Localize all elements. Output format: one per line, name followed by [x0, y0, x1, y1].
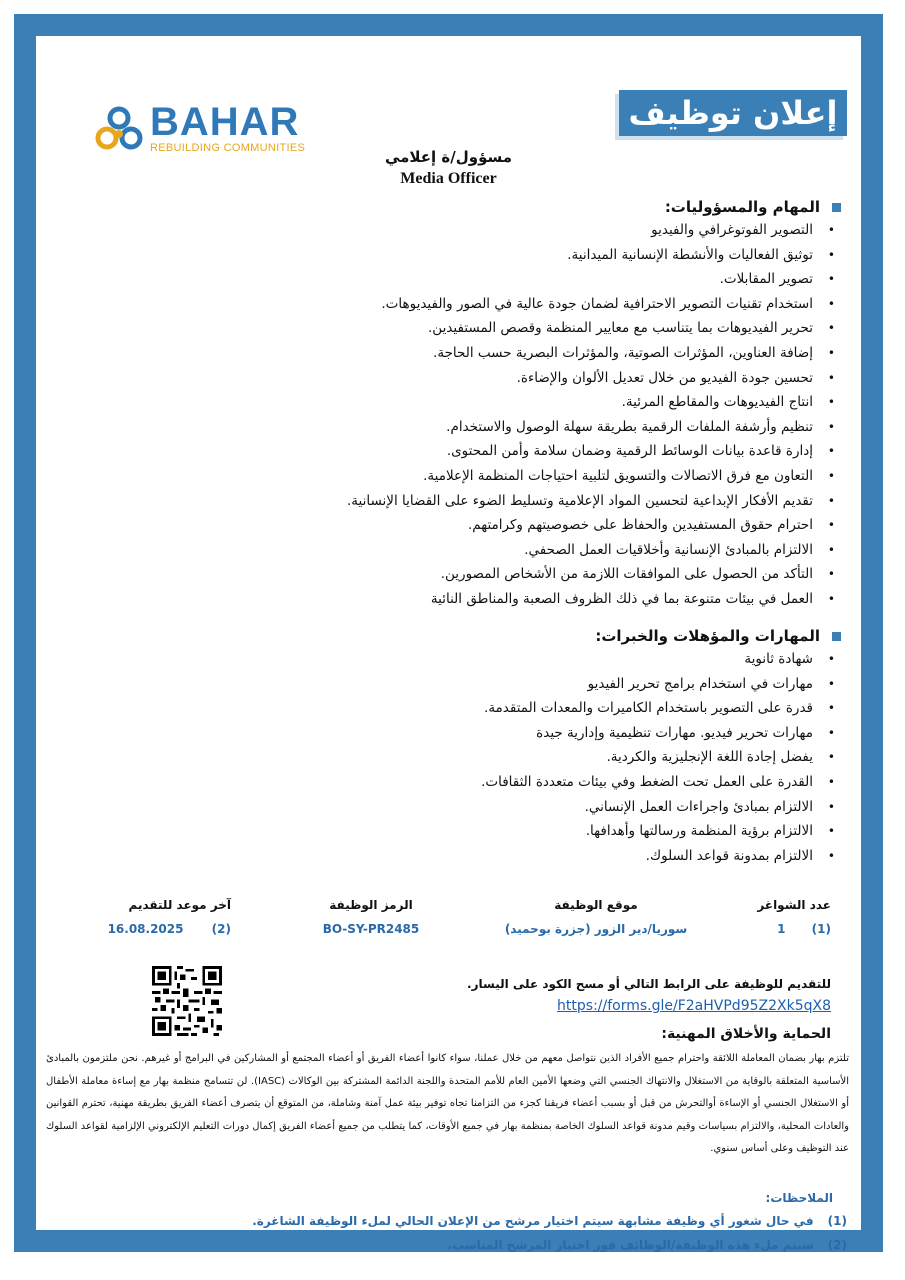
responsibilities-section — [347, 198, 841, 612]
job-title-ar: مسؤول/ة إعلامي — [384, 148, 513, 166]
list-item: • تحسين جودة الفيديو من خلال تعديل الألوان والإضاءة. — [347, 366, 841, 391]
list-item: • تحرير الفيديوهات بما يتناسب مع معايير المنظمة وقصص المستفيدين. — [347, 316, 841, 341]
qr-code-icon[interactable] — [152, 966, 222, 1036]
protection-heading: الحماية والأخلاق المهنية: — [661, 1026, 831, 1042]
list-item: • شهادة ثانوية — [481, 647, 841, 672]
vacancies-value — [741, 922, 831, 936]
vacancies-label: عدد الشواغر — [757, 898, 831, 912]
list-item: • توثيق الفعاليات والأنشطة الإنسانية الميدانية. — [347, 243, 841, 268]
note-number: (2) — [827, 1238, 847, 1252]
code-label: الرمز الوظيفة — [329, 898, 413, 912]
list-item: • التعاون مع فرق الاتصالات والتسويق لتلبية احتياجات المنظمة الإعلامية. — [347, 464, 841, 489]
skills-list — [481, 647, 841, 868]
list-item: • مهارات تحرير فيديو. مهارات تنظيمية وإدارية جيدة — [481, 721, 841, 746]
protection-text: تلتزم بهار بضمان المعاملة اللائقة واحترام جميع الأفراد الذين نتواصل معهم من خلال عملنا، سواء كانوا أعضاء الفريق أو أعضاء المجتمع أو المشاركين في البرامج أو غيرهم. نحن ملتزمون بالمبادئ الأساسية المتعلقة بالوقاية من الاستغلال والانتهاك الجنسي التي وضعها الأمين العام للأمم المتحدة واللجنة الدائمة المشتركة بين الوكالات (IASC). لن تتسامح منظمة بهار مع إساءة معاملة الأطفال أو الاستغلال الجنسي أو الإساءة أوالتحرش من قبل أو بسبب أعضاء فريقنا كجزء من التزامنا تجاه توفير بيئة عمل آمنة وشاملة، من المتوقع أن يتصرف أعضاء الفريق بطريقة مهنية، تحترم القوانين والعادات المحلية، والالتزام بسياسات وقيم مدونة قواعد السلوك الخاصة بمنظمة بهار في جميع الأوقات، كما يتطلب من جميع أعضاء الفريق إكمال دورات التعليم الإلكتروني الإلزامية لقواعد السلوك عند التوظيف وعلى أساس سنوي. — [46, 1053, 849, 1154]
list-item: • الالتزام بمدونة قواعد السلوك. — [481, 844, 841, 869]
note-text: سيتم ملء هذه الوظيفة/الوظائف فور اختيار المرشح المناسب. — [447, 1238, 814, 1252]
list-item: • القدرة على العمل تحت الضغط وفي بيئات متعددة الثقافات. — [481, 770, 841, 795]
list-item: • قدرة على التصوير باستخدام الكاميرات والمعدات المتقدمة. — [481, 696, 841, 721]
logo-name: BAHAR — [150, 100, 300, 144]
list-item: • الالتزام برؤية المنظمة ورسالتها وأهدافها. — [481, 819, 841, 844]
responsibilities-heading-text: المهام والمسؤوليات: — [664, 198, 820, 216]
code-value: BO-SY-PR2485 — [322, 922, 420, 936]
list-item: • إدارة قاعدة بيانات الوسائط الرقمية وضمان سلامة وأمن المحتوى. — [347, 439, 841, 464]
list-item: • الالتزام بمبادئ واجراءات العمل الإنساني. — [481, 795, 841, 820]
square-bullet-icon — [832, 632, 841, 641]
list-item: • إضافة العناوين، المؤثرات الصوتية، والمؤثرات البصرية حسب الحاجة. — [347, 341, 841, 366]
deadline-value — [91, 922, 231, 936]
apply-instructions: للتقديم للوظيفة على الرابط التالي أو مسح الكود على اليسار. — [467, 977, 831, 991]
job-title-en: Media Officer — [400, 170, 497, 187]
location-value: سوريا/دير الزور (جزرة بوحميد) — [504, 922, 688, 936]
list-item: • انتاج الفيديوهات والمقاطع المرئية. — [347, 390, 841, 415]
list-item: • التصوير الفوتوغرافي والفيديو — [347, 218, 841, 243]
deadline-info — [91, 898, 231, 936]
responsibilities-list — [347, 218, 841, 612]
notes-heading: الملاحظات: — [765, 1191, 833, 1205]
note-number: (1) — [827, 1214, 847, 1228]
list-item: • الالتزام بالمبادئ الإنسانية وأخلاقيات العمل الصحفي. — [347, 538, 841, 563]
skills-heading — [481, 627, 841, 645]
vacancies-info — [741, 898, 831, 936]
deadline-ref: (2) — [211, 922, 231, 936]
deadline-label: آخر موعد للتقديم — [128, 898, 231, 912]
note-item — [447, 1238, 847, 1252]
list-item: • تصوير المقابلات. — [347, 267, 841, 292]
logo-tagline: REBUILDING COMMUNITIES — [150, 142, 306, 154]
code-info — [311, 898, 431, 936]
skills-heading-text: المهارات والمؤهلات والخبرات: — [595, 627, 820, 645]
deadline-date: 16.08.2025 — [107, 922, 184, 936]
application-link[interactable]: https://forms.gle/F2aHVPd95Z2Xk5qX8 — [557, 998, 831, 1014]
location-label: موقع الوظيفة — [554, 898, 638, 912]
square-bullet-icon — [832, 203, 841, 212]
list-item: • مهارات في استخدام برامج تحرير الفيديو — [481, 672, 841, 697]
list-item: • يفضل إجادة اللغة الإنجليزية والكردية. — [481, 745, 841, 770]
list-item: • تقديم الأفكار الإبداعية لتحسين المواد الإعلامية وتسليط الضوء على القضايا الإنسانية. — [347, 489, 841, 514]
skills-section — [481, 627, 841, 868]
announcement-title: إعلان توظيف — [619, 90, 847, 136]
list-item: • العمل في بيئات متنوعة بما في ذلك الظروف الصعبة والمناطق النائية — [347, 587, 841, 612]
list-item: • التأكد من الحصول على الموافقات اللازمة من الأشخاص المصورين. — [347, 562, 841, 587]
page-frame — [14, 14, 883, 1252]
list-item: • استخدام تقنيات التصوير الاحترافية لضمان جودة عالية في الصور والفيديوهات. — [347, 292, 841, 317]
note-item — [252, 1214, 847, 1228]
vacancies-ref: (1) — [811, 922, 831, 936]
list-item: • احترام حقوق المستفيدين والحفاظ على خصوصيتهم وكرامتهم. — [347, 513, 841, 538]
list-item: • تنظيم وأرشفة الملفات الرقمية بطريقة سهلة الوصول والاستخدام. — [347, 415, 841, 440]
vacancies-count: 1 — [777, 922, 786, 936]
note-text: في حال شغور أي وظيفة مشابهة سيتم اختيار مرشح من الإعلان الحالي لملء الوظيفة الشاغرة. — [252, 1214, 814, 1228]
location-info — [501, 898, 691, 936]
responsibilities-heading — [347, 198, 841, 216]
